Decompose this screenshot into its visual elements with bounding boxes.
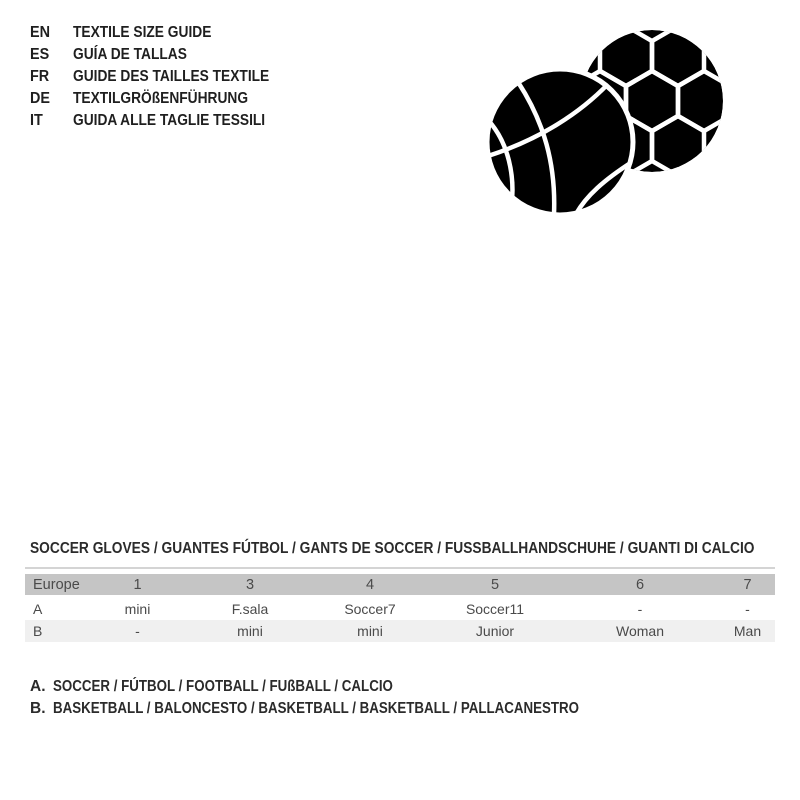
- language-row-es: [30, 44, 301, 66]
- language-code: EN: [30, 24, 51, 41]
- language-code: FR: [30, 68, 50, 85]
- table-cell: Junior: [430, 620, 560, 642]
- language-row-it: [30, 110, 301, 132]
- guide-title-it: GUIDA ALLE TAGLIE TESSILI: [73, 112, 266, 129]
- legend-row-b: [30, 698, 665, 720]
- header-cell-size-5: 5: [430, 574, 560, 597]
- header-cell-size-4: 4: [310, 574, 430, 597]
- legend-label-basketball: BASKETBALL / BALONCESTO / BASKETBALL / BASKETBALL / PALLACANESTRO: [53, 700, 580, 717]
- table-cell: Man: [720, 620, 775, 642]
- language-row-en: [30, 22, 301, 44]
- header-cell-size-7: 7: [720, 574, 775, 597]
- header-cell-size-3: 3: [190, 574, 310, 597]
- table-cell: B: [25, 620, 85, 642]
- language-code: DE: [30, 90, 51, 107]
- guide-title-en: TEXTILE SIZE GUIDE: [73, 24, 212, 41]
- language-row-fr: [30, 66, 301, 88]
- header-cell-size-6: 6: [560, 574, 720, 597]
- legend-key: A.: [30, 678, 46, 695]
- table-cell: mini: [124, 601, 151, 617]
- table-cell: Woman: [560, 620, 720, 642]
- table-cell: A: [33, 601, 43, 617]
- language-code: IT: [30, 112, 43, 129]
- table-cell: mini: [310, 620, 430, 642]
- table-cell: Soccer11: [465, 601, 525, 617]
- language-row-de: [30, 88, 301, 110]
- table-cell: -: [637, 601, 643, 617]
- language-code: ES: [30, 46, 50, 63]
- table-cell: F.sala: [231, 601, 269, 617]
- basketball-and-soccer-ball-icon: [486, 24, 736, 222]
- table-title: SOCCER GLOVES / GUANTES FÚTBOL / GANTS DE SOCCER / FUSSBALLHANDSCHUHE / GUANTI DI CALCIO: [30, 540, 755, 557]
- size-table: [25, 574, 775, 642]
- table-cell: -: [85, 620, 190, 642]
- language-title-list: [30, 22, 301, 132]
- legend-row-a: [30, 676, 665, 698]
- table-cell: Soccer7: [344, 601, 396, 617]
- table-row-soccer: [25, 597, 775, 621]
- header-cell-europe: Europe: [25, 574, 85, 597]
- table-cell: -: [745, 601, 750, 617]
- guide-title-fr: GUIDE DES TAILLES TEXTILE: [73, 68, 270, 85]
- header-cell-size-1: 1: [85, 574, 190, 597]
- guide-title-de: TEXTILGRÖßENFÜHRUNG: [73, 90, 249, 107]
- table-header-row: [25, 574, 775, 597]
- table-cell: mini: [190, 620, 310, 642]
- legend-key: B.: [30, 700, 46, 717]
- guide-title-es: GUÍA DE TALLAS: [73, 46, 187, 63]
- table-row-basketball: [25, 620, 775, 642]
- legend: [30, 676, 665, 720]
- legend-label-soccer: SOCCER / FÚTBOL / FOOTBALL / FUßBALL / CALCIO: [53, 678, 393, 695]
- divider: [25, 567, 775, 569]
